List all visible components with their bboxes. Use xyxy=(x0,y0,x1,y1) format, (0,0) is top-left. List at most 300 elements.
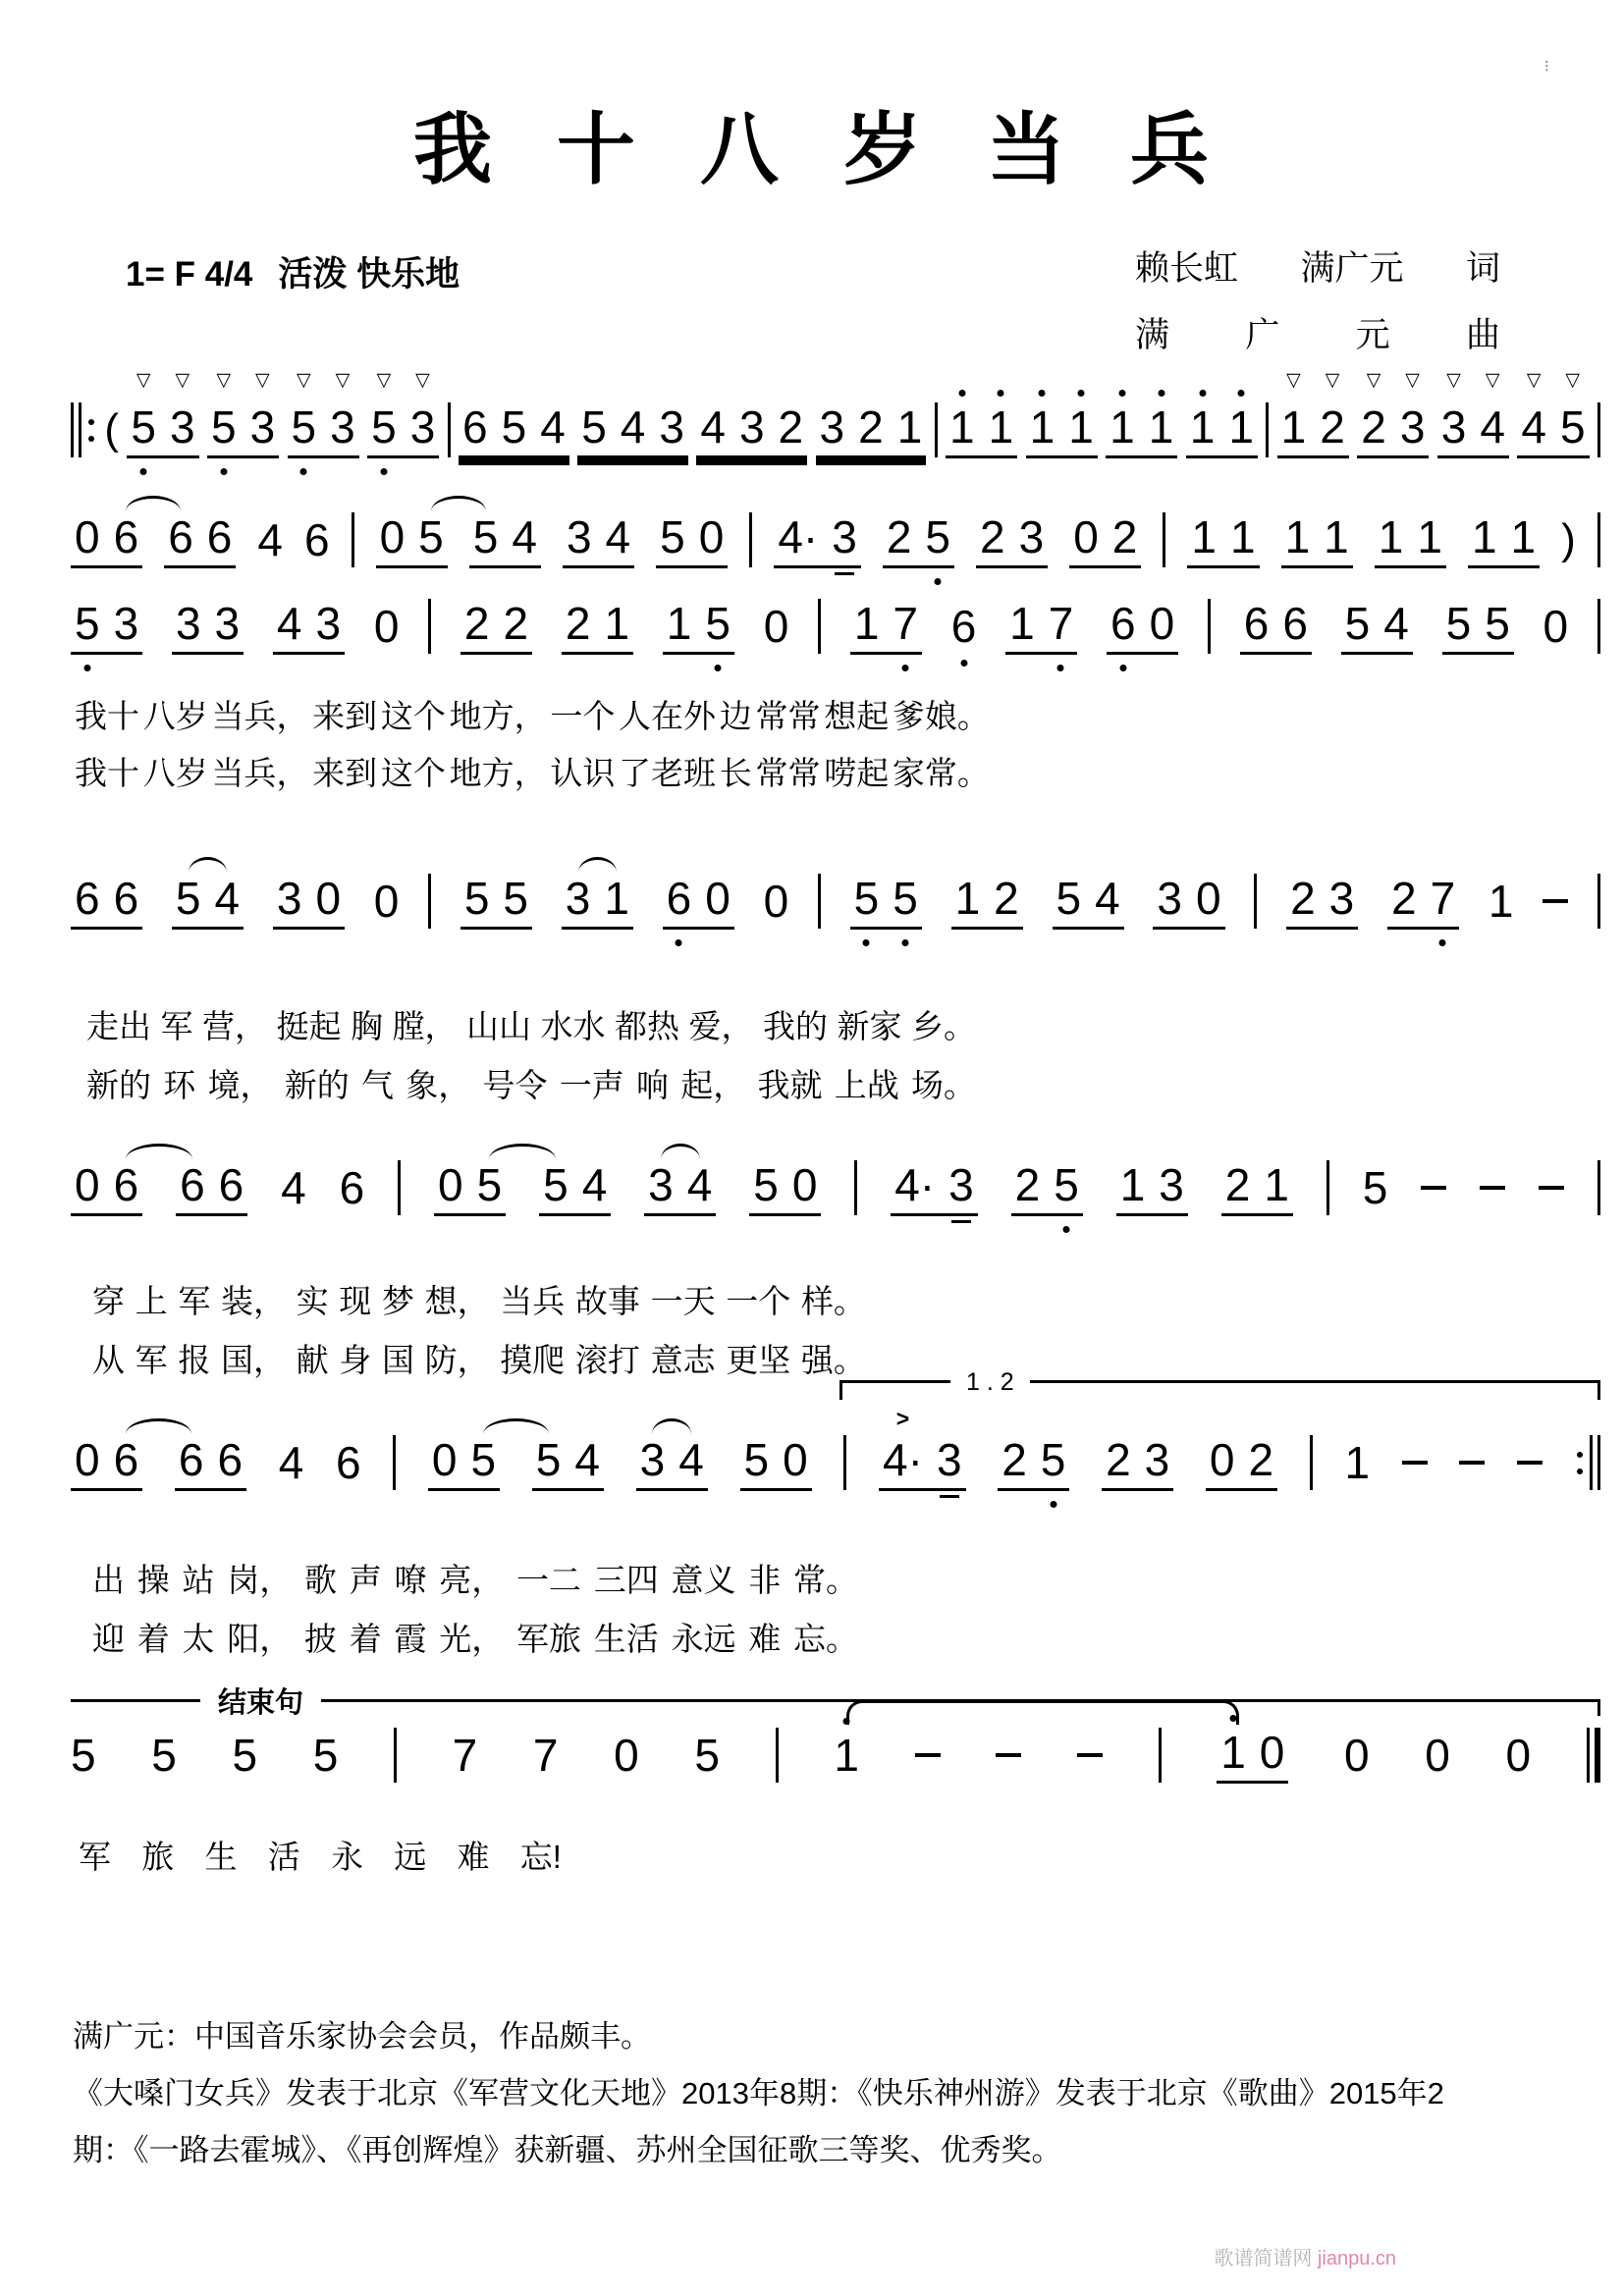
note-digit: 3 xyxy=(1144,1433,1170,1485)
octave-dot-low xyxy=(902,665,909,671)
note-digit: 6 xyxy=(1243,597,1270,649)
note-digit: 3 xyxy=(315,597,342,649)
volta-tick-right xyxy=(1597,1380,1600,1400)
note-1 xyxy=(1280,369,1307,453)
note-digit: 1 xyxy=(1324,510,1349,562)
note-digit: 6 xyxy=(950,601,977,652)
lyric-word: 挺起 xyxy=(276,1008,342,1044)
beam-group xyxy=(879,1405,966,1491)
note-digit: 2 xyxy=(1106,1433,1131,1485)
lyric-word: 军 xyxy=(135,1342,168,1378)
note-digit: 6 xyxy=(178,1433,204,1485)
note-digit: 0 xyxy=(1543,601,1569,652)
marcato-icon: ▽ xyxy=(415,369,430,391)
note-digit: 1 xyxy=(604,597,630,649)
note-3 xyxy=(409,369,436,453)
credit-text: 赖长虹 xyxy=(1135,249,1239,288)
note-digit: 5 xyxy=(476,1158,503,1210)
note-digit: 2 xyxy=(980,510,1005,562)
note-1 xyxy=(1149,402,1174,452)
note-digit: 1 xyxy=(1229,510,1256,562)
lyric-word: 一二 xyxy=(516,1562,581,1598)
beam-group xyxy=(976,512,1048,568)
music-line-4 xyxy=(71,870,1600,933)
note-digit: 2 xyxy=(1001,1433,1027,1485)
note-digit: 4 xyxy=(686,1158,713,1210)
note-5 xyxy=(744,1435,770,1484)
note-0 xyxy=(614,1731,639,1780)
beam-group xyxy=(644,1160,716,1216)
note-4 xyxy=(512,512,537,561)
note-4 xyxy=(540,402,566,452)
note-6 xyxy=(219,1160,244,1209)
octave-dot-low xyxy=(1063,1226,1070,1233)
lyrics-row-3b xyxy=(92,1341,866,1380)
slur-arc xyxy=(126,496,181,511)
note-6 xyxy=(462,402,488,452)
note-digit: 3 xyxy=(659,400,684,453)
lyric-word: 爱， xyxy=(688,1008,754,1044)
lyric-word: 象， xyxy=(406,1067,471,1103)
note-1 xyxy=(1230,512,1256,561)
note-digit: 7 xyxy=(532,1730,559,1781)
note-digit: 7 xyxy=(1430,872,1456,924)
lyric-word: 上战 xyxy=(834,1067,899,1103)
duration-dash xyxy=(1421,1186,1446,1190)
lyric-word: 迎 xyxy=(92,1621,125,1657)
note-digit: 2 xyxy=(1361,400,1386,453)
beam-group xyxy=(127,369,198,458)
note-6 xyxy=(336,1438,361,1487)
beam-group xyxy=(656,512,728,568)
note-5 xyxy=(473,512,499,561)
note-0 xyxy=(764,602,789,651)
note-digit: 0 xyxy=(1425,1730,1450,1781)
note-1 xyxy=(1324,512,1349,561)
lyric-word: 境， xyxy=(207,1067,273,1103)
octave-dot-low xyxy=(1050,1501,1056,1508)
note-digit: 4 xyxy=(1480,400,1505,453)
note-digit: 0 xyxy=(1209,1433,1235,1485)
note-0 xyxy=(432,1435,458,1484)
octave-dot-low xyxy=(220,468,227,475)
octave-dot-low xyxy=(863,939,870,946)
note-digit: 0 xyxy=(1196,872,1221,924)
note-4 xyxy=(606,512,631,561)
note-digit: 6 xyxy=(303,514,330,565)
beam-group xyxy=(1187,512,1259,568)
note-6 xyxy=(1282,599,1308,648)
lyric-word: 乡。 xyxy=(911,1008,976,1044)
note-1 xyxy=(1190,402,1216,452)
lyric-word: 岗， xyxy=(227,1562,293,1598)
note-digit: 3 xyxy=(330,400,355,453)
note-3 xyxy=(948,1160,974,1209)
note-digit: 6 xyxy=(335,1437,361,1488)
beam-group xyxy=(883,512,954,568)
music-line-6 xyxy=(71,1368,1600,1494)
note-5 xyxy=(536,1435,562,1484)
tempo-marking: 活泼 快乐地 xyxy=(278,255,460,294)
lyric-word: 实 xyxy=(296,1283,329,1319)
note-5 xyxy=(1056,874,1082,923)
beam-group xyxy=(367,369,439,458)
note-digit: 6 xyxy=(113,1433,139,1485)
beam-group xyxy=(663,599,734,655)
note-digit: 4 xyxy=(574,1433,600,1485)
marcato-icon: ▽ xyxy=(1405,369,1420,391)
marcato-icon: ▽ xyxy=(376,369,392,391)
note-digit: 2 xyxy=(858,400,884,453)
beam-group xyxy=(376,512,448,568)
note-5 xyxy=(75,599,100,648)
lyric-word: 新的 xyxy=(284,1067,350,1103)
note-digit: 5 xyxy=(501,400,527,453)
marcato-icon: ▽ xyxy=(297,369,311,391)
beam-group xyxy=(1357,369,1429,458)
note-digit: 3 xyxy=(175,597,201,649)
note-digit: 3 xyxy=(832,510,857,562)
note-1 xyxy=(1489,877,1514,926)
note-2 xyxy=(1015,1160,1041,1209)
note-6 xyxy=(180,1160,205,1209)
lyric-word: 滚打 xyxy=(574,1342,640,1378)
note-5 xyxy=(893,874,918,923)
lyric-word: 生活 xyxy=(593,1621,659,1657)
octave-dot-low xyxy=(1439,939,1446,946)
lyric-word: 这个 xyxy=(380,698,446,734)
octave-dot-low xyxy=(935,578,942,585)
note-digit: 5 xyxy=(1559,400,1586,453)
beam-group xyxy=(951,874,1023,930)
note-digit: 7 xyxy=(1048,597,1074,649)
note-1 xyxy=(1344,1438,1370,1487)
note-6 xyxy=(114,1160,139,1209)
note-2 xyxy=(566,599,591,648)
lyric-word: 一天 xyxy=(650,1283,716,1319)
note-digit: 5 xyxy=(1445,597,1472,649)
lyric-word: 气 xyxy=(361,1067,394,1103)
note-2 xyxy=(1361,369,1386,453)
lyric-word: 人在外 xyxy=(619,698,717,734)
beam-group xyxy=(749,1160,821,1216)
note-digit: 6 xyxy=(666,872,692,924)
beam-group xyxy=(1221,1160,1293,1216)
note-4 xyxy=(257,515,283,564)
note-digit: 2 xyxy=(463,597,490,649)
beam-group xyxy=(663,874,734,930)
beam-group xyxy=(1281,512,1353,568)
note-digit: 4 xyxy=(278,1437,304,1488)
note-6 xyxy=(1110,599,1136,648)
note-digit: 0 xyxy=(379,510,406,562)
lyric-word: 一个 xyxy=(550,698,616,734)
note-4 xyxy=(281,1163,306,1212)
octave-dot-low xyxy=(676,939,682,946)
barline xyxy=(818,874,821,929)
note-3 xyxy=(1159,1160,1184,1209)
note-digit: 3 xyxy=(214,597,241,649)
beam-group xyxy=(1240,599,1312,655)
note-digit: 0 xyxy=(1344,1730,1370,1781)
octave-dot-low xyxy=(380,468,387,475)
octave-dot-high xyxy=(1039,390,1046,397)
note-0 xyxy=(699,512,725,561)
beam-group xyxy=(1069,512,1141,568)
barline xyxy=(352,512,354,567)
note-digit: 5 xyxy=(925,510,950,562)
note-digit: 3 xyxy=(738,400,765,453)
note-digit: 2 xyxy=(1014,1158,1041,1210)
note-digit: 1 xyxy=(988,400,1014,453)
note-3 xyxy=(1329,874,1355,923)
lyric-word: 常常 xyxy=(755,698,821,734)
note-0 xyxy=(1210,1435,1235,1484)
lyric-word: 忘! xyxy=(519,1839,562,1875)
note-digit: 6 xyxy=(168,510,193,562)
note-digit: 0 xyxy=(763,876,789,927)
note-5 xyxy=(502,402,527,452)
note-1 xyxy=(1511,512,1537,561)
note-digit: 0 xyxy=(75,1158,100,1210)
lyric-word: 边 xyxy=(719,698,752,734)
note-6 xyxy=(114,512,139,561)
note-digit: 5 xyxy=(470,1433,497,1485)
note-digit: 5 xyxy=(743,1433,770,1485)
lyrics-row-3a xyxy=(92,1282,866,1321)
volta-tick-left xyxy=(839,1380,842,1400)
note-1 xyxy=(897,402,923,452)
note-digit: 3 xyxy=(936,1433,962,1485)
note-4 xyxy=(277,599,302,648)
barline xyxy=(394,1728,397,1783)
note-digit: 1 xyxy=(1220,1726,1246,1778)
lyric-word: 旅 xyxy=(141,1839,175,1875)
note-6 xyxy=(340,1163,365,1212)
note-7 xyxy=(1431,874,1456,923)
note-5 xyxy=(925,512,950,561)
octave-dot-high xyxy=(1158,390,1164,397)
beam-group xyxy=(71,512,142,568)
music-line-2 xyxy=(71,508,1600,571)
lyric-word: 八岁 xyxy=(142,755,208,791)
note-4 xyxy=(279,1438,304,1487)
note-5 xyxy=(581,402,607,452)
note-digit: 4· xyxy=(894,1158,936,1210)
lyric-word: 更坚 xyxy=(726,1342,791,1378)
marcato-icon: ▽ xyxy=(135,369,151,391)
note-0 xyxy=(1260,1728,1285,1777)
note-1 xyxy=(1110,402,1135,452)
lyric-word: 永 xyxy=(331,1839,363,1875)
note-0 xyxy=(75,512,100,561)
lyric-word: 活 xyxy=(267,1839,300,1875)
note-digit: 6 xyxy=(217,1433,244,1485)
beam-group xyxy=(850,874,922,930)
lyric-word: 环 xyxy=(163,1067,196,1103)
note-digit: 1 xyxy=(604,872,629,924)
note-digit: 6 xyxy=(1282,597,1308,649)
lyric-word: 军 xyxy=(160,1008,193,1044)
marcato-icon: ▽ xyxy=(175,369,190,391)
lyric-word: 太 xyxy=(182,1621,215,1657)
note-4 xyxy=(1095,874,1120,923)
beam-group xyxy=(288,369,359,458)
note-digit: 3 xyxy=(1399,400,1426,453)
beam-group xyxy=(1026,402,1098,458)
beam-group xyxy=(1437,369,1509,458)
lyric-word: 地方， xyxy=(449,755,547,791)
beam-group xyxy=(469,512,541,568)
note-5 xyxy=(1363,1163,1388,1212)
note-3 xyxy=(659,402,684,452)
lyric-word: 这个 xyxy=(380,755,446,791)
duration-dash xyxy=(1543,899,1568,903)
watermark-site-name: 歌谱简谱网 xyxy=(1214,2248,1313,2269)
note-5 xyxy=(1446,599,1472,648)
lyric-word: 水水 xyxy=(540,1008,606,1044)
lyricist-credit xyxy=(1135,241,1500,291)
note-3 xyxy=(277,874,302,923)
note-0 xyxy=(1344,1731,1370,1780)
note-digit: 4 xyxy=(700,400,726,453)
barline xyxy=(1597,1160,1600,1215)
beam-group xyxy=(562,599,633,655)
note-4 xyxy=(1521,369,1546,453)
octave-dot-low xyxy=(140,468,147,475)
beam-group xyxy=(164,512,236,568)
beam-group xyxy=(460,874,532,930)
note-2 xyxy=(1106,1435,1131,1484)
note-digit: 1 xyxy=(896,400,923,453)
note-digit: 5 xyxy=(543,1158,568,1210)
lyric-word: 山山 xyxy=(466,1008,531,1044)
duration-dash xyxy=(996,1753,1021,1757)
beam-group xyxy=(71,874,142,930)
credit-text: 广 xyxy=(1245,316,1280,354)
note-0 xyxy=(1543,602,1569,651)
note-digit: 1 xyxy=(1378,510,1404,562)
lyric-word: 想起 xyxy=(824,698,890,734)
note-3 xyxy=(249,369,276,453)
note-digit: 1 xyxy=(1189,400,1216,453)
lyrics-row-final xyxy=(79,1838,562,1877)
volta-line xyxy=(1030,1380,1597,1383)
lyric-word: 阳， xyxy=(227,1621,293,1657)
note-digit: 6 xyxy=(1110,597,1136,649)
note-2 xyxy=(1320,369,1345,453)
lyric-word: 我的 xyxy=(763,1008,828,1044)
note-3 xyxy=(1440,369,1467,453)
lyric-word: 军 xyxy=(79,1839,111,1875)
beam-group xyxy=(1442,599,1514,655)
coda-label: 结束句 xyxy=(218,1687,304,1719)
note-digit: 0 xyxy=(763,601,789,652)
note-6 xyxy=(114,1435,139,1484)
note-1 xyxy=(604,599,629,648)
barline xyxy=(393,1435,396,1490)
octave-dot-low xyxy=(960,660,967,667)
beam-group xyxy=(460,599,532,655)
note-7 xyxy=(1049,599,1074,648)
lyric-word: 强。 xyxy=(800,1342,866,1378)
note-digit: 4· xyxy=(778,510,819,562)
key-and-tempo xyxy=(126,247,460,296)
lyric-word: 来到 xyxy=(312,698,378,734)
note-5 xyxy=(543,1160,568,1209)
lyrics-row-2b xyxy=(86,1066,976,1105)
lyric-word: 我就 xyxy=(757,1067,823,1103)
note-0 xyxy=(374,602,400,651)
note-1 xyxy=(1120,1160,1146,1209)
note-2 xyxy=(1249,1435,1274,1484)
lyric-word: 当兵 xyxy=(500,1283,566,1319)
watermark-domain: jianpu.cn xyxy=(1317,2248,1396,2269)
lyric-word: 装， xyxy=(220,1283,286,1319)
lyric-word: 走出 xyxy=(86,1008,151,1044)
lyric-word: 新的 xyxy=(86,1067,151,1103)
beam-group xyxy=(1102,1435,1173,1491)
note-3 xyxy=(566,874,591,923)
beam-group xyxy=(1153,874,1224,930)
barline xyxy=(1254,874,1257,929)
barline xyxy=(776,1728,779,1783)
lyric-word: 我十 xyxy=(75,755,139,791)
beam-group xyxy=(172,874,244,930)
beam-group xyxy=(459,402,569,458)
lyric-word: 八岁 xyxy=(142,698,208,734)
note-5 xyxy=(210,369,237,453)
lyric-word: 想， xyxy=(424,1283,490,1319)
note-digit: 5 xyxy=(210,400,237,453)
lyric-word: 来到 xyxy=(312,755,378,791)
note-digit: 0 xyxy=(614,1730,639,1781)
coda-bracket-line-left xyxy=(71,1699,200,1702)
note-2 xyxy=(1391,874,1417,923)
note-3 xyxy=(832,512,857,561)
note-digit: 4 xyxy=(276,597,302,649)
note-3 xyxy=(170,369,195,453)
note-digit: 5 xyxy=(535,1433,562,1485)
marcato-icon: ▽ xyxy=(1366,369,1381,391)
lyric-word: 三四 xyxy=(593,1562,659,1598)
note-3 xyxy=(1019,512,1045,561)
beam-group xyxy=(1206,1435,1277,1491)
note-digit: 5 xyxy=(1344,597,1371,649)
duration-dash xyxy=(1402,1461,1428,1465)
note-1 xyxy=(989,402,1014,452)
lyric-word: 意义 xyxy=(671,1562,736,1598)
note-digit: 5 xyxy=(232,1730,258,1781)
note-digit: 5 xyxy=(1054,1158,1079,1210)
note-digit: 1 xyxy=(1510,510,1537,562)
note-digit: 3 xyxy=(409,400,436,453)
note-digit: 3 xyxy=(648,1158,674,1210)
lyric-word: 上 xyxy=(135,1283,168,1319)
note-digit: 2 xyxy=(886,510,912,562)
parenthesis: ( xyxy=(104,405,120,454)
note-5 xyxy=(503,874,528,923)
note-2 xyxy=(994,874,1019,923)
lyric-word: 起， xyxy=(680,1067,746,1103)
note-3 xyxy=(330,369,355,453)
lyrics-row-4b xyxy=(92,1620,858,1659)
note-digit: 0 xyxy=(438,1158,463,1210)
note-3 xyxy=(640,1435,666,1484)
lyric-word: 现 xyxy=(339,1283,372,1319)
note-digit: 6 xyxy=(206,510,233,562)
note-digit: 3 xyxy=(565,872,591,924)
